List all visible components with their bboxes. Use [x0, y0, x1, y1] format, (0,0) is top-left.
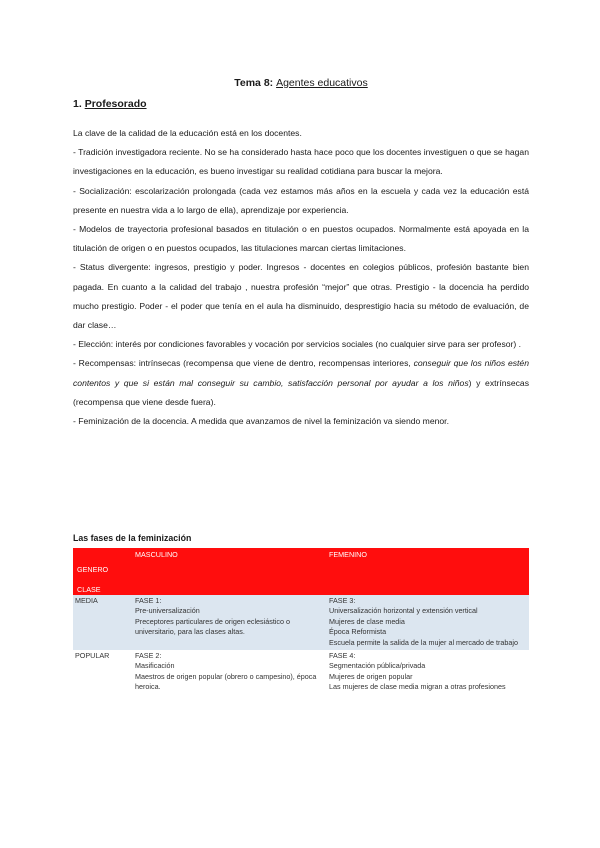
cell-line: Segmentación pública/privada	[329, 661, 426, 671]
header-genero: GENERO	[77, 565, 109, 574]
header-femenino: FEMENINO	[325, 548, 529, 595]
cell-line: Preceptores particulares de origen eclesiástico o universitario, para las clases altas.	[135, 616, 291, 637]
section-name: Profesorado	[84, 98, 147, 110]
cell-clase: MEDIA	[73, 595, 131, 650]
recompensas-start: - Recompensas: intrínsecas (recompensa que viene de dentro, recompensas interiores,	[73, 358, 414, 369]
paragraph: - Feminización de la docencia. A medida que avanzamos de nivel la feminización va siendo menor.	[73, 416, 449, 427]
cell-line: Mujeres de clase media	[329, 616, 405, 626]
table-row	[73, 595, 529, 650]
cell-masculino	[131, 650, 325, 695]
cell-line: Escuela permite la salida de la mujer al mercado de trabajo	[329, 637, 518, 647]
cell-line: Universalización horizontal y extensión vertical	[329, 606, 478, 616]
recompensas-italic: conseguir que los niños estén contentos y que si están mal conseguir su cambio, satisfacción personal por ayudar a los niños	[73, 358, 529, 388]
header-genero-clase	[73, 548, 131, 595]
paragraph-recompensas	[73, 354, 529, 412]
page-title	[73, 77, 529, 89]
cell-line: FASE 4:	[329, 651, 356, 661]
paragraph: - Elección: interés por condiciones favorables y vocación por servicios sociales (no cualquier sirve para ser profesor) .	[73, 339, 522, 350]
cell-femenino	[325, 650, 529, 695]
header-clase: CLASE	[77, 585, 101, 594]
paragraph: - Tradición investigadora reciente. No se ha considerado hasta hace poco que los docentes investiguen o que se hagan investigaciones en la educación, es bueno investigar su realidad cotidiana para buscar la mejora.	[73, 147, 529, 177]
paragraph: - Modelos de trayectoria profesional basados en titulación o en puestos ocupados. Normalmente está apoyada en la titulación de origen o en puestos ocupados, las titulaciones marcan ciertas limitaciones.	[73, 224, 529, 254]
paragraph: La clave de la calidad de la educación está en los docentes.	[73, 128, 302, 138]
cell-line: Mujeres de origen popular	[329, 671, 413, 681]
cell-clase: POPULAR	[73, 650, 131, 695]
cell-line: Las mujeres de clase media migran a otras profesiones	[329, 682, 506, 692]
cell-line: Época Reformista	[329, 627, 387, 637]
recompensas-end: ) y extrínsecas (recompensa que viene desde fuera).	[73, 377, 529, 407]
cell-masculino	[131, 595, 325, 650]
cell-line: Pre-universalización	[135, 606, 200, 616]
table-title: Las fases de la feminización	[73, 533, 192, 543]
cell-line: FASE 1:	[135, 596, 162, 605]
feminization-table	[73, 548, 529, 695]
section-number: 1.	[73, 98, 82, 110]
cell-line: FASE 2:	[135, 651, 162, 661]
cell-line: FASE 3:	[329, 596, 356, 605]
section-heading	[73, 98, 147, 110]
cell-line: Maestros de origen popular (obrero o campesino), época heroica.	[135, 671, 317, 692]
cell-line: Masificación	[135, 661, 175, 671]
title-topic: Agentes educativos	[276, 77, 368, 89]
header-masculino: MASCULINO	[131, 548, 325, 595]
paragraph: - Socialización: escolarización prolongada (cada vez estamos más años en la escuela y cada vez la educación está presente en nuestra vida a lo largo de ella), aprendizaje por experiencia.	[73, 185, 529, 215]
title-prefix: Tema 8:	[234, 77, 274, 89]
cell-femenino	[325, 595, 529, 650]
table-row	[73, 650, 529, 695]
table-header-row	[73, 548, 529, 595]
body-text	[73, 124, 529, 431]
paragraph: - Status divergente: ingresos, prestigio y poder. Ingresos - docentes en colegios públicos, profesión bastante bien pagada. En cuanto a la calidad del trabajo , nuestra profesión “mejor” que otras. Prestigio - la docencia ha perdido mucho prestigio. Poder - el poder que tenía en el aula ha disminuido, desprestigio hacia su método de evaluación, de dar clase…	[73, 262, 529, 331]
